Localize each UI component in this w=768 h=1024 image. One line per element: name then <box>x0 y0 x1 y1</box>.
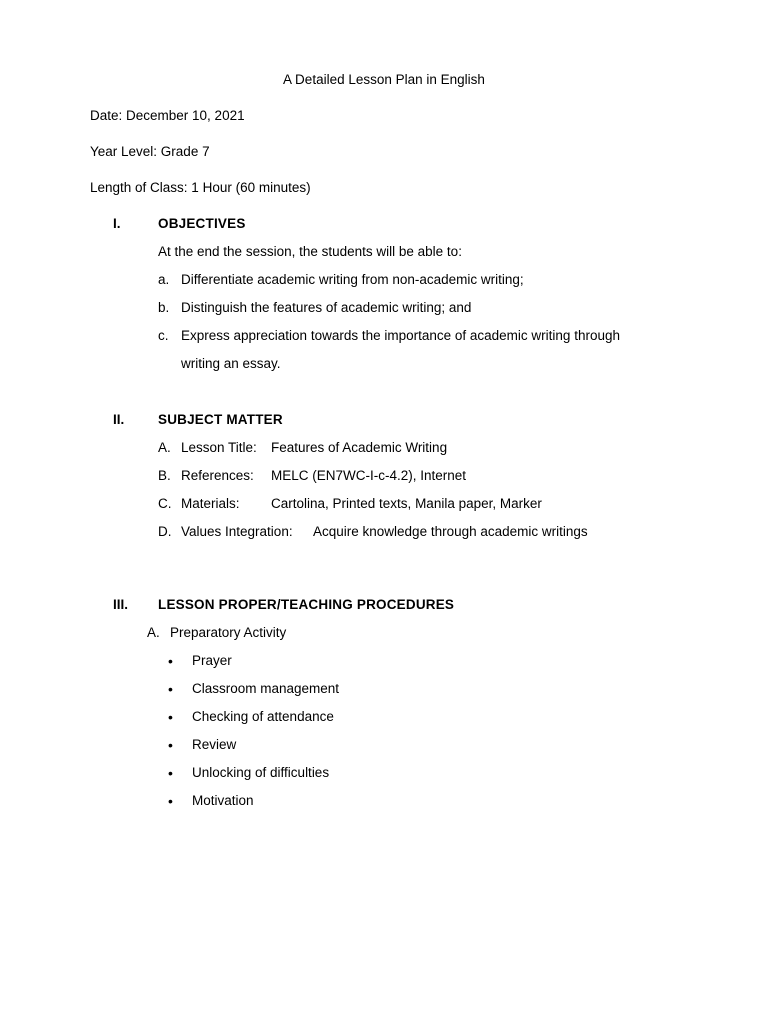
lesson-proper-number: III. <box>113 597 129 612</box>
bullet-icon: • <box>168 681 173 697</box>
objective-item: Express appreciation towards the importance of academic writing through <box>181 328 620 343</box>
objective-item: Distinguish the features of academic writing; and <box>181 300 472 315</box>
activity-marker: A. <box>147 625 160 640</box>
objective-marker: a. <box>158 272 170 287</box>
document-title: A Detailed Lesson Plan in English <box>283 72 485 87</box>
subject-label: Lesson Title: <box>181 440 257 455</box>
list-item: Checking of attendance <box>192 709 334 724</box>
objective-item: Differentiate academic writing from non-academic writing; <box>181 272 524 287</box>
objectives-number: I. <box>113 216 121 231</box>
list-item: Motivation <box>192 793 254 808</box>
objectives-intro: At the end the session, the students will be able to: <box>158 244 462 259</box>
list-item: Unlocking of difficulties <box>192 765 330 780</box>
year-level-line: Year Level: Grade 7 <box>90 144 210 159</box>
list-item: Review <box>192 737 237 752</box>
objective-marker: b. <box>158 300 170 315</box>
subject-value: Acquire knowledge through academic writings <box>313 524 588 539</box>
list-item: Prayer <box>192 653 232 668</box>
activity-heading: Preparatory Activity <box>170 625 287 640</box>
bullet-icon: • <box>168 737 173 753</box>
bullet-icon: • <box>168 765 173 781</box>
subject-marker: C. <box>158 496 172 511</box>
list-item: Classroom management <box>192 681 340 696</box>
objectives-heading: OBJECTIVES <box>158 216 246 231</box>
subject-matter-heading: SUBJECT MATTER <box>158 412 283 427</box>
lesson-proper-heading: LESSON PROPER/TEACHING PROCEDURES <box>158 597 455 612</box>
subject-value: Cartolina, Printed texts, Manila paper, Marker <box>271 496 542 511</box>
subject-label: Materials: <box>181 496 240 511</box>
bullet-icon: • <box>168 709 173 725</box>
subject-label: Values Integration: <box>181 524 293 539</box>
subject-marker: B. <box>158 468 171 483</box>
objective-item-continuation: writing an essay. <box>181 356 281 371</box>
objective-marker: c. <box>158 328 169 343</box>
date-line: Date: December 10, 2021 <box>90 108 245 123</box>
class-length-line: Length of Class: 1 Hour (60 minutes) <box>90 180 311 195</box>
subject-value: Features of Academic Writing <box>271 440 448 455</box>
subject-matter-number: II. <box>113 412 125 427</box>
bullet-icon: • <box>168 793 173 809</box>
subject-value: MELC (EN7WC-I-c-4.2), Internet <box>271 468 467 483</box>
subject-marker: A. <box>158 440 171 455</box>
subject-marker: D. <box>158 524 172 539</box>
bullet-icon: • <box>168 653 173 669</box>
subject-label: References: <box>181 468 254 483</box>
